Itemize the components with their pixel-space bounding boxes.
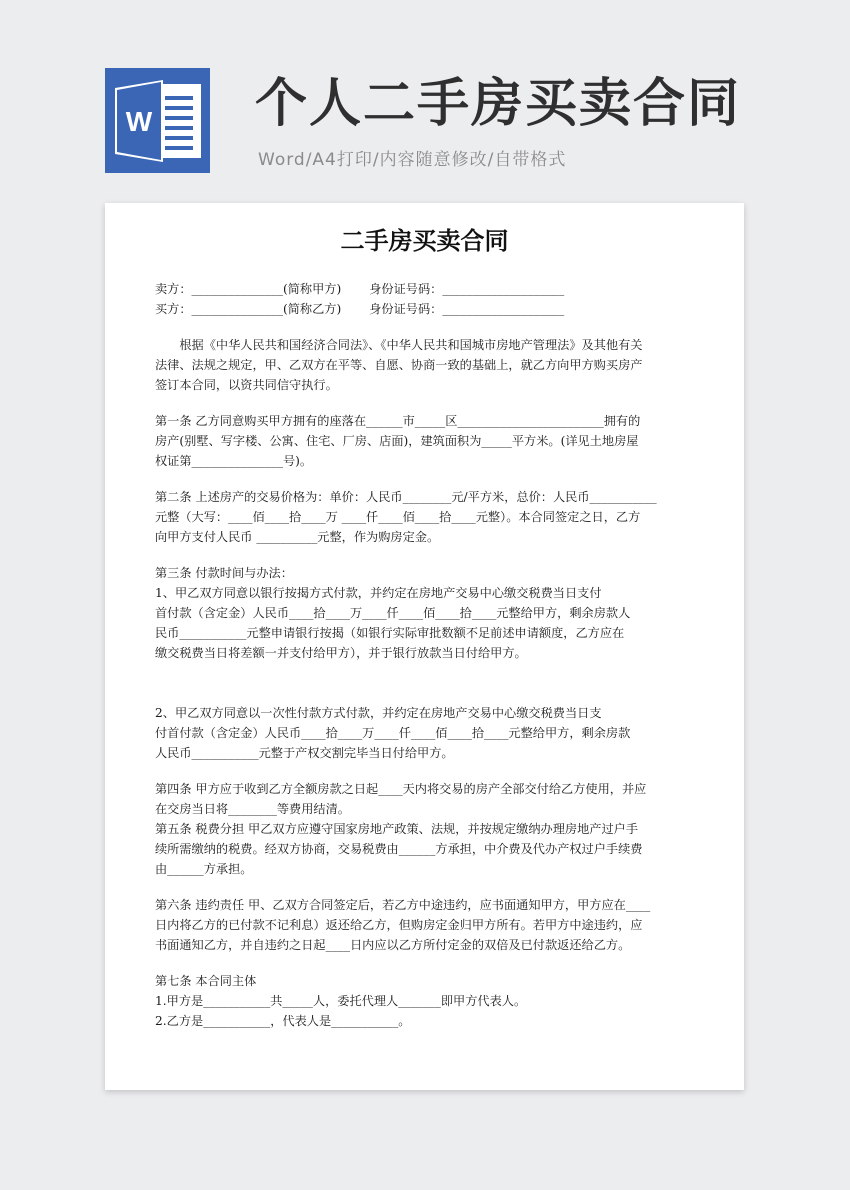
article-line: 1、甲乙双方同意以银行按揭方式付款，并约定在房地产交易中心缴交税费当日支付: [155, 586, 602, 600]
article-line: 房产(别墅、写字楼、公寓、住宅、厂房、店面)，建筑面积为_____平方米。(详见土地房屋: [155, 434, 639, 448]
buyer-row: [155, 299, 700, 319]
buyer-line: 买方：_______________(简称乙方): [155, 302, 342, 316]
article-line: 由______方承担。: [155, 862, 253, 876]
article-line: 第三条 付款时间与办法：: [155, 566, 293, 580]
article-line: 续所需缴纳的税费。经双方协商，交易税费由______方承担，中介费及代办产权过户手续费: [155, 842, 643, 856]
article-line: 第四条 甲方应于收到乙方全额房款之日起____天内将交易的房产全部交付给乙方使用，并应: [155, 782, 647, 796]
article-line: 第七条 本合同主体: [155, 974, 257, 988]
article-line: 书面通知乙方，并自违约之日起____日内应以乙方所付定金的双倍及已付款返还给乙方。: [155, 938, 631, 952]
article-3-option-2: [155, 703, 700, 763]
preamble-line: 签订本合同，以资共同信守执行。: [155, 378, 338, 392]
article-line: 元整（大写：____佰____拾____万 ____仟____佰____拾____元整）。本合同签定之日，乙方: [155, 510, 641, 524]
seller-id-line: 身份证号码：____________________: [369, 282, 565, 296]
word-icon: [105, 68, 210, 173]
article-4-5: [155, 779, 700, 879]
article-line: 第六条 违约责任 甲、乙双方合同签定后，若乙方中途违约，应书面通知甲方，甲方应在____: [155, 898, 651, 912]
preamble-line: 根据《中华人民共和国经济合同法》、《中华人民共和国城市房地产管理法》及其他有关: [155, 338, 643, 352]
article-3: [155, 563, 700, 663]
article-line: 民币___________元整申请银行按揭（如银行实际审批数额不足前述申请额度，乙方应在: [155, 626, 625, 640]
article-line: 人民币___________元整于产权交割完毕当日付给甲方。: [155, 746, 454, 760]
article-line: 第二条 上述房产的交易价格为：单价：人民币________元/平方米，总价：人民币___________: [155, 490, 657, 504]
page-subtitle: Word/A4打印/内容随意修改/自带格式: [258, 150, 567, 170]
article-line: 向甲方支付人民币 __________元整，作为购房定金。: [155, 530, 440, 544]
preamble-line: 法律、法规之规定，甲、乙双方在平等、自愿、协商一致的基础上，就乙方向甲方购买房产: [155, 358, 643, 372]
document-body: [155, 279, 700, 1031]
seller-line: 卖方：_______________(简称甲方): [155, 282, 342, 296]
article-line: 1.甲方是___________共_____人，委托代理人_______即甲方代表人。: [155, 994, 527, 1008]
article-1: [155, 411, 700, 471]
document-title: 二手房买卖合同: [340, 226, 509, 255]
buyer-id-line: 身份证号码：____________________: [369, 302, 565, 316]
article-line: 首付款（含定金）人民币____拾____万____仟____佰____拾____元整给甲方，剩余房款人: [155, 606, 631, 620]
article-line: 权证第_______________号)。: [155, 454, 313, 468]
article-line: 第五条 税费分担 甲乙双方应遵守国家房地产政策、法规，并按规定缴纳办理房地产过户手: [155, 822, 639, 836]
article-line: 日内将乙方的已付款不记利息）返还给乙方，但购房定金归甲方所有。若甲方中途违约，应: [155, 918, 643, 932]
article-7: [155, 971, 700, 1031]
article-line: 2.乙方是___________，代表人是___________。: [155, 1014, 411, 1028]
document-page: [105, 203, 744, 1090]
article-line: 在交房当日将________等费用结清。: [155, 802, 350, 816]
article-line: 付首付款（含定金）人民币____拾____万____仟____佰____拾____元整给甲方，剩余房款: [155, 726, 631, 740]
article-2: [155, 487, 700, 547]
article-line: 缴交税费当日将差额一并支付给甲方），并于银行放款当日付给甲方。: [155, 646, 527, 660]
preamble: [155, 335, 700, 395]
seller-row: [155, 279, 700, 299]
word-icon-letter: W: [125, 106, 153, 137]
page-title: 个人二手房买卖合同: [255, 74, 742, 134]
article-6: [155, 895, 700, 955]
article-line: 第一条 乙方同意购买甲方拥有的座落在______市_____区________________________拥有的: [155, 414, 641, 428]
article-line: 2、甲乙双方同意以一次性付款方式付款，并约定在房地产交易中心缴交税费当日支: [155, 706, 602, 720]
